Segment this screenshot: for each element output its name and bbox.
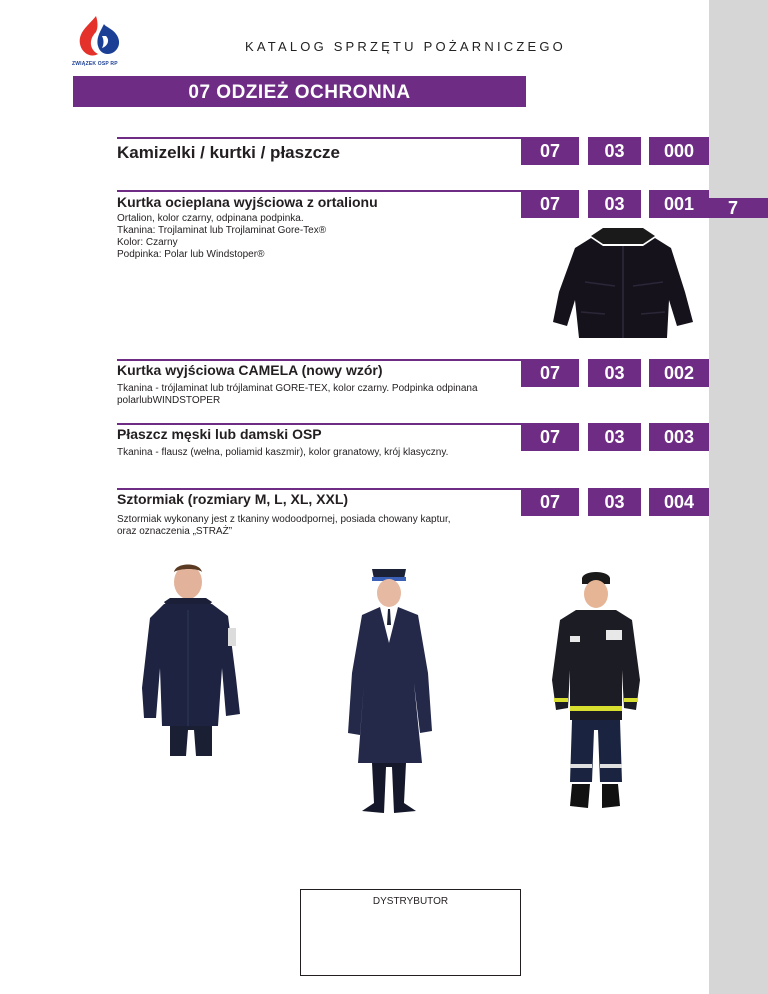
category-rule (117, 137, 525, 139)
description-line: Tkanina - trójlaminat lub trójlaminat GORE-TEX, kolor czarny. Podpinka odpinana (117, 383, 478, 394)
code-type: 03 (588, 423, 641, 451)
description-line: Kolor: Czarny (117, 237, 178, 248)
category-title: Kamizelki / kurtki / płaszcze (117, 143, 340, 162)
description-line: Tkanina: Trojlaminat lub Trojlaminat Gore-Tex® (117, 225, 327, 236)
code-group: 07 (521, 423, 579, 451)
description-line: Podpinka: Polar lub Windstoper® (117, 249, 265, 260)
product-description (117, 514, 504, 538)
black-jacket-image (545, 222, 700, 342)
side-bar (709, 0, 768, 994)
code-group: 07 (521, 190, 579, 218)
code-type: 03 (588, 488, 641, 516)
description-line: Sztormiak wykonany jest z tkaniny wodoodpornej, posiada chowany kaptur, (117, 514, 451, 525)
description-line: Tkanina - flausz (wełna, poliamid kaszmir), kolor granatowy, krój klasyczny. (117, 447, 449, 458)
code-type: 03 (588, 190, 641, 218)
code-type: 03 (588, 359, 641, 387)
product-rule (117, 488, 525, 490)
code-group: 07 (521, 137, 579, 165)
product-title: Płaszcz męski lub damski OSP (117, 426, 322, 442)
description-line: Ortalion, kolor czarny, odpinana podpinka. (117, 213, 304, 224)
description-line: polarlubWINDSTOPER (117, 395, 221, 406)
product-rule (117, 423, 525, 425)
man-in-navy-jacket-image (140, 558, 250, 758)
code-item: 003 (649, 423, 709, 451)
osp-logo-icon (74, 14, 126, 60)
firefighter-storm-jacket-image (548, 570, 644, 815)
logo-text: ZWIĄZEK OSP RP (72, 61, 118, 67)
product-title: Sztormiak (rozmiary M, L, XL, XXL) (117, 491, 349, 507)
code-group: 07 (521, 359, 579, 387)
code-item: 002 (649, 359, 709, 387)
product-rule (117, 359, 525, 361)
code-group: 07 (521, 488, 579, 516)
code-item: 004 (649, 488, 709, 516)
product-description (117, 447, 527, 459)
code-type: 03 (588, 137, 641, 165)
section-tab-number: 7 (727, 198, 738, 218)
section-banner: 07 ODZIEŻ OCHRONNA (73, 76, 526, 107)
catalog-title: KATALOG SPRZĘTU POŻARNICZEGO (245, 39, 566, 54)
product-title: Kurtka wyjściowa CAMELA (nowy wzór) (117, 362, 383, 378)
distributor-label: DYSTRYBUTOR (372, 896, 449, 907)
man-in-navy-coat-image (342, 563, 437, 818)
product-title: Kurtka ocieplana wyjściowa z ortalionu (117, 194, 378, 210)
code-item: 000 (649, 137, 709, 165)
product-description (117, 213, 517, 261)
product-description (117, 383, 527, 407)
code-item: 001 (649, 190, 709, 218)
description-line: oraz oznaczenia „STRAŻ” (117, 526, 233, 537)
product-rule (117, 190, 525, 192)
